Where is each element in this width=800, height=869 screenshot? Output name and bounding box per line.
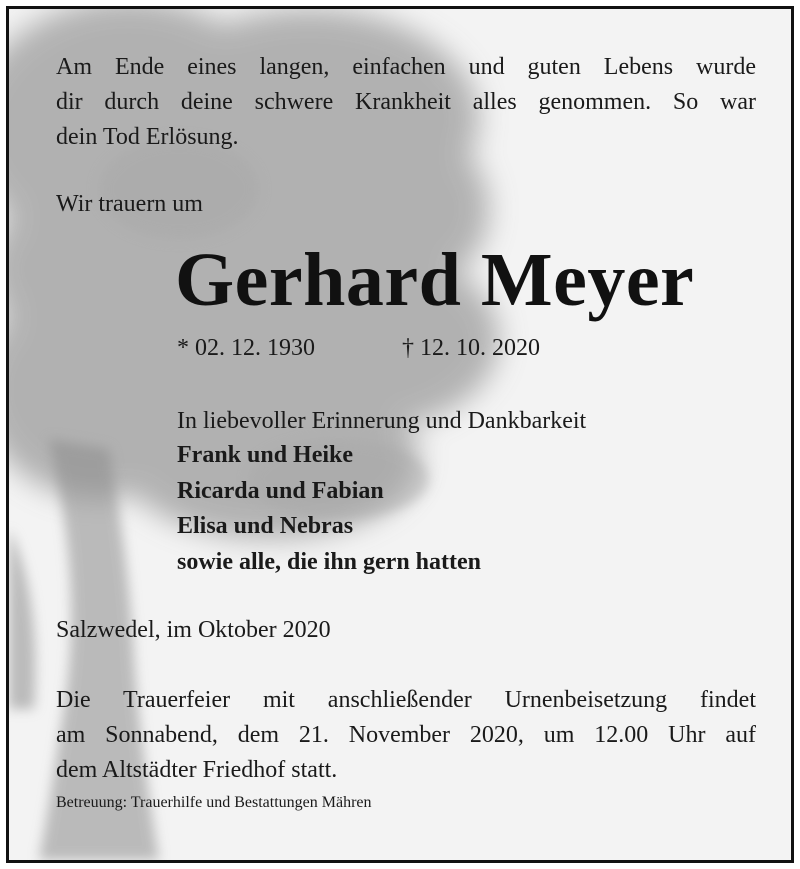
mourner-entry: sowie alle, die ihn gern hatten: [177, 548, 481, 575]
care-line: Betreuung: Trauerhilfe und Bestattungen Mähren: [56, 794, 372, 811]
mourners-list: [177, 438, 481, 580]
funeral-paragraph: [56, 683, 756, 788]
mourner-entry: Frank und Heike: [177, 442, 354, 468]
funeral-line: dem Altstädter Friedhof statt.: [56, 757, 338, 783]
mourner-entry: Elisa und Nebras: [177, 513, 354, 539]
deceased-name: Gerhard Meyer: [175, 238, 695, 322]
intro-line: Am Ende eines langen, einfachen und guten Lebens wurde: [56, 54, 756, 80]
mourning-line: Wir trauern um: [56, 191, 203, 217]
place-date: Salzwedel, im Oktober 2020: [56, 617, 331, 643]
funeral-line: Die Trauerfeier mit anschließender Urnenbeisetzung findet: [56, 687, 756, 713]
notice-content: [9, 9, 791, 860]
intro-line: dir durch deine schwere Krankheit alles genommen. So war: [56, 89, 756, 115]
funeral-line: am Sonnabend, dem 21. November 2020, um 12.00 Uhr auf: [56, 722, 756, 748]
life-dates: [177, 331, 540, 366]
mourner-entry: Ricarda und Fabian: [177, 477, 384, 504]
death-date: † 12. 10. 2020: [402, 335, 540, 361]
obituary-notice: [6, 6, 794, 863]
birth-date: * 02. 12. 1930: [177, 335, 315, 361]
intro-paragraph: [56, 50, 756, 155]
memory-line: In liebevoller Erinnerung und Dankbarkeit: [177, 408, 587, 434]
intro-line: dein Tod Erlösung.: [56, 124, 239, 150]
